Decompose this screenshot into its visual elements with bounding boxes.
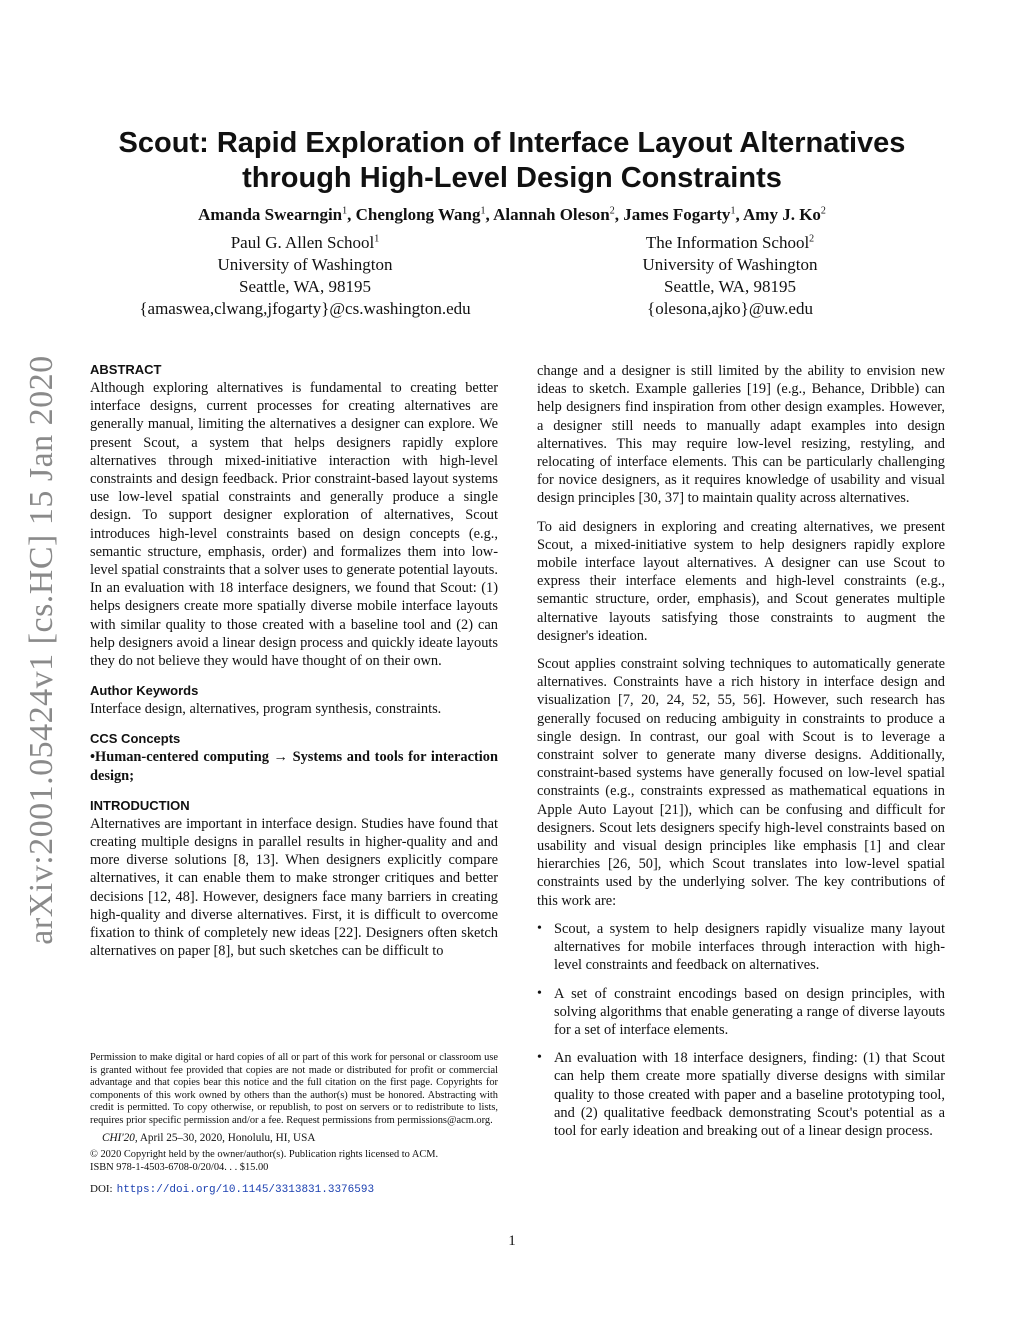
arxiv-identifier-text: arXiv:2001.05424v1 [cs.HC] 15 Jan 2020	[23, 355, 60, 945]
conference-info: CHI'20, April 25–30, 2020, Honolulu, HI, USA	[102, 1132, 316, 1144]
body-paragraph: change and a designer is still limited by the ability to envision new ideas to sketch. Example galleries [19] (e.g., Behance, Dribble) can help designers find inspiration from other design examples. However, a designer still needs to manually adapt examples into design alternatives. This may require low-level resizing, restyling, and relocating of interface elements. This can be particularly challenging for novice designers, as it requires knowledge of usability and visual design principles [30, 37] to maintain quality across alternatives.	[537, 363, 945, 507]
bullet-icon: •	[537, 920, 542, 936]
copyright-line: © 2020 Copyright held by the owner/author(s). Publication rights licensed to ACM.	[90, 1149, 439, 1160]
body-paragraph: Scout applies constraint solving techniques to automatically generate alternatives. Constraints have a rich history in interface design and visualization [7, 20, 24, 52, 55, 56]. However, such research has generally focused on reducing ambiguity in constraints to produce a single design. In contrast, our goal with Scout is to leverage a constraint solver to generate many diverse designs. Additionally, constraint-based systems have generally focused on low-level spatial constraints (e.g., constraints expressed as mathematical equations in Apple Auto Layout [21]), which can be confusing and difficult for designers. Scout lets designers specify high-level constraints based on usability and visual design principles like emphasis [1] and clear hierarchies [26, 50], which Scout translates into low-level spatial constraints used by the underlying solver. The key contributions of this work are:	[537, 656, 945, 909]
affiliation-city: Seattle, WA, 98195	[239, 277, 371, 296]
copyright-footnote	[90, 1052, 498, 1197]
affiliation-university: University of Washington	[217, 255, 393, 274]
abstract-heading: ABSTRACT	[90, 362, 162, 377]
paper-title-line-2: through High-Level Design Constraints	[242, 162, 782, 194]
author-4: James Fogarty$^1$,	[623, 205, 743, 224]
author-list	[0, 205, 1024, 225]
affiliation-email: {amaswea,clwang,jfogarty}@cs.washington.edu	[139, 299, 471, 318]
bullet-icon: •	[537, 985, 542, 1001]
isbn-line: ISBN 978-1-4503-6708-0/20/04. . . $15.00	[90, 1161, 269, 1173]
list-item	[537, 985, 945, 1040]
list-item	[537, 1049, 945, 1140]
page-number: 1	[508, 1233, 516, 1249]
left-column	[90, 362, 498, 960]
doi-line	[90, 1179, 498, 1197]
affiliation-school: Paul G. Allen School$^1$	[230, 233, 380, 252]
ccs-heading: CCS Concepts	[90, 731, 181, 747]
affiliation-email: {olesona,ajko}@uw.edu	[647, 299, 813, 318]
permission-notice: Permission to make digital or hard copies of all or part of this work for personal or classroom use is granted without fee provided that copies are not made or distributed for profit or commercial advantage and that copies bear this notice and the full citation on the first page. Copyrights for components of this work owned by others than the author(s) must be honored. Abstracting with credit is permitted. To copy otherwise, or republish, to post on servers or to redistribute to lists, requires prior specific permission and/or a fee. Request permissions from permissions@acm.org.	[90, 1052, 498, 1126]
author-3: Alannah Oleson$^2$,	[493, 205, 624, 224]
keywords-text: Interface design, alternatives, program synthesis, constraints.	[90, 701, 442, 718]
keywords-heading: Author Keywords	[90, 683, 199, 699]
body-paragraph: To aid designers in exploring and creating alternatives, we present Scout, a mixed-initiative system to help designers rapidly explore mobile interface layout alternatives. A designer can use Scout to express their interface elements and high-level constraints (e.g., semantic structure, order, emphasis), and Scout generates multiple alternative layouts satisfying those constraints to augment the designer's ideation.	[537, 518, 945, 644]
paper-title	[0, 126, 1024, 196]
list-item-text: Scout, a system to help designers rapidly visualize many layout alternatives for mobile interfaces through interaction with high-level constraints and feedback on alternatives.	[554, 920, 945, 974]
author-1: Amanda Swearngin$^1$,	[198, 205, 356, 224]
contributions-list	[537, 920, 945, 1140]
author-5: Amy J. Ko$^2$	[743, 205, 826, 224]
affiliation-university: University of Washington	[642, 255, 818, 274]
list-item-text: An evaluation with 18 interface designers, finding: (1) that Scout can help them create more spatially diverse designs with similar quality to those created with paper and a baseline prototyping tool, and (2) qualitative feedback demonstrating Scout's potential as a tool for early ideation and breaking out of a linear design process.	[554, 1050, 945, 1139]
doi-label: DOI:	[90, 1183, 113, 1195]
affiliation-school: The Information School$^2$	[645, 233, 815, 252]
ccs-text: •Human-centered computing → Systems and tools for interaction design;	[90, 749, 498, 784]
doi-link[interactable]: https://doi.org/10.1145/3313831.3376593	[116, 1184, 375, 1196]
affiliation-city: Seattle, WA, 98195	[664, 277, 796, 296]
bullet-icon: •	[537, 1050, 542, 1066]
list-item-text: A set of constraint encodings based on design principles, with solving algorithms that enable generating a range of diverse layouts for a set of interface elements.	[554, 985, 945, 1038]
list-item	[537, 920, 945, 975]
affiliation-left	[90, 232, 520, 320]
introduction-text: Alternatives are important in interface design. Studies have found that creating multiple designs in parallel results in higher-quality and and more diverse solutions [8, 13]. When designers explicitly compare alternatives, it can enable them to make stronger critiques and better decisions [12, 48]. However, designers face many barriers in creating high-quality and diverse alternatives. First, it is difficult to overcome fixation to think of completely new ideas [22]. Designers often sketch alternatives on paper [8], but such sketches can be difficult to	[90, 815, 498, 960]
right-column	[537, 362, 945, 1150]
paper-title-line-1: Scout: Rapid Exploration of Interface Layout Alternatives	[118, 127, 906, 159]
introduction-heading: INTRODUCTION	[90, 797, 190, 813]
arxiv-identifier-stamp	[22, 355, 62, 945]
affiliation-right	[520, 232, 940, 320]
author-2: Chenglong Wang$^1$,	[355, 205, 494, 224]
abstract-text: Although exploring alternatives is fundamental to creating better interface designs, current processes for creating alternatives are generally manual, limiting the alternatives a designer can explore. We present Scout, a system that helps designers rapidly explore alternatives through mixed-initiative interaction with high-level constraints and design feedback. Prior constraint-based layout systems use low-level spatial constraints and generally produce a single design. To support designer exploration of alternatives, Scout introduces high-level constraints based on design concepts (e.g., semantic structure, emphasis, order) and formalizes them into low-level spatial constraints that a solver uses to generate potential layouts. In an evaluation with 18 interface designers, we found that Scout: (1) helps designers create more spatially diverse mobile interface layouts with similar quality to those created with a baseline tool and (2) can help designers avoid a linear design process and quickly ideate layouts they do not believe they would have thought of on their own.	[90, 380, 498, 670]
